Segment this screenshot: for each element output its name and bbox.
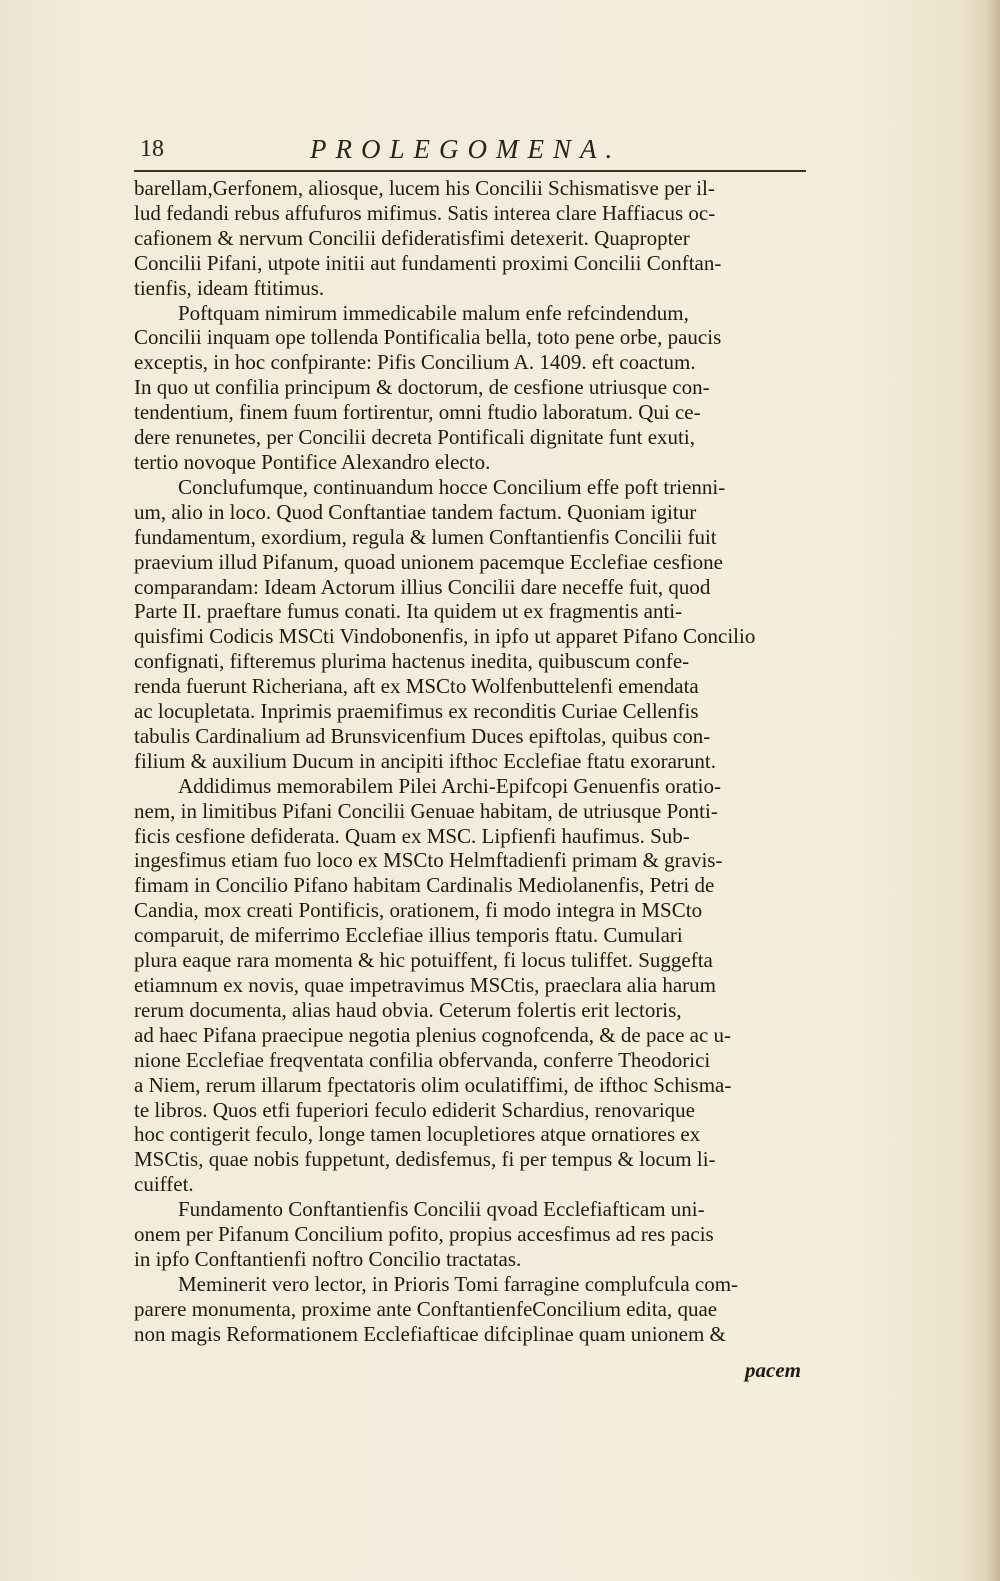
- text-line: MSCtis, quae nobis fuppetunt, dedisfemus, fi per tempus & locum li-: [134, 1147, 716, 1172]
- page-number: 18: [140, 136, 164, 162]
- text-line: fundamentum, exordium, regula & lumen Conftantienfis Concilii fuit: [134, 524, 717, 549]
- text-line: lud fedandi rebus affufuros mifimus. Satis interea clare Haffiacus oc-: [134, 200, 716, 225]
- text-line: rerum documenta, alias haud obvia. Ceterum folertis erit lectoris,: [134, 997, 682, 1022]
- text-line: tendentium, finem fuum fortirentur, omni ftudio laboratum. Qui ce-: [134, 400, 701, 425]
- text-line: cuiffet.: [134, 1172, 194, 1197]
- text-line: te libros. Quos etfi fuperiori feculo ediderit Schardius, renovarique: [134, 1097, 695, 1122]
- text-line: onem per Pifanum Concilium pofito, propius accesfimus ad res pacis: [134, 1222, 714, 1247]
- text-line: confignati, fifteremus plurima hactenus inedita, quibuscum confe-: [134, 649, 690, 674]
- text-line: um, alio in loco. Quod Conftantiae tandem factum. Quoniam igitur: [134, 499, 697, 524]
- text-line: fimam in Concilio Pifano habitam Cardinalis Mediolanenfis, Petri de: [134, 873, 715, 898]
- text-line: Addidimus memorabilem Pilei Archi-Epifcopi Genuenfis oratio-: [178, 773, 721, 798]
- text-line: Poftquam nimirum immedicabile malum enfe refcindendum,: [178, 300, 689, 325]
- running-title: PROLEGOMENA.: [310, 134, 622, 164]
- text-line: nem, in limitibus Pifani Concilii Genuae habitam, de utriusque Ponti-: [134, 798, 718, 823]
- text-line: filium & auxilium Ducum in ancipiti ifthoc Ecclefiae ftatu exorarunt.: [134, 748, 716, 773]
- text-line: in ipfo Conftantienfi noftro Concilio tractatas.: [134, 1246, 522, 1271]
- text-line: tienfis, ideam ftitimus.: [134, 275, 325, 300]
- body-text: [134, 176, 810, 1347]
- text-line: plura eaque rara momenta & hic potuiffent, fi locus tuliffet. Suggefta: [134, 948, 713, 973]
- text-line: nione Ecclefiae freqventata confilia obfervanda, conferre Theodorici: [134, 1047, 711, 1072]
- header-rule: [134, 170, 806, 172]
- text-line: Fundamento Conftantienfis Concilii qvoad Ecclefiafticam uni-: [178, 1197, 705, 1222]
- text-line: Parte II. praeftare fumus conati. Ita quidem ut ex fragmentis anti-: [134, 599, 683, 624]
- text-line: Concilii inquam ope tollenda Pontificalia bella, toto pene orbe, paucis: [134, 325, 722, 350]
- text-line: In quo ut confilia principum & doctorum, de cesfione utriusque con-: [134, 375, 710, 400]
- text-line: ad haec Pifana praecipue negotia plenius cognofcenda, & de pace ac u-: [134, 1022, 732, 1047]
- text-line: barellam,Gerfonem, aliosque, lucem his Concilii Schismatisve per il-: [134, 176, 715, 200]
- text-line: ac locupletata. Inprimis praemifimus ex reconditis Curiae Cellenfis: [134, 699, 699, 724]
- text-line: cafionem & nervum Concilii defideratisfimi detexerit. Quapropter: [134, 225, 690, 250]
- text-line: renda fuerunt Richeriana, aft ex MSCto Wolfenbuttelenfi emendata: [134, 674, 699, 699]
- text-line: a Niem, rerum illarum fpectatoris olim oculatiffimi, de ifthoc Schisma-: [134, 1072, 732, 1097]
- catchword: pacem: [745, 1358, 801, 1382]
- text-line: Meminerit vero lector, in Prioris Tomi farragine complufcula com-: [178, 1271, 739, 1296]
- page-edge-shadow: [986, 0, 1000, 1581]
- text-line: Conclufumque, continuandum hocce Concilium effe poft trienni-: [178, 474, 726, 499]
- text-line: etiamnum ex novis, quae impetravimus MSCtis, praeclara alia harum: [134, 973, 717, 997]
- text-line: exceptis, in hoc confpirante: Pifis Concilium A. 1409. eft coactum.: [134, 350, 696, 375]
- text-line: parere monumenta, proxime ante ConftantienfeConcilium edita, quae: [134, 1296, 718, 1321]
- text-line: comparuit, de miferrimo Ecclefiae illius temporis ftatu. Cumulari: [134, 923, 683, 948]
- text-line: tabulis Cardinalium ad Brunsvicenfium Duces epiftolas, quibus con-: [134, 723, 711, 748]
- text-line: ingesfimus etiam fuo loco ex MSCto Helmftadienfi primam & gravis-: [134, 848, 723, 873]
- text-line: tertio novoque Pontifice Alexandro electo.: [134, 449, 491, 474]
- text-line: ficis cesfione defiderata. Quam ex MSC. Lipfienfi haufimus. Sub-: [134, 823, 690, 848]
- text-line: praevium illud Pifanum, quoad unionem pacemque Ecclefiae cesfione: [134, 549, 723, 574]
- text-line: Concilii Pifani, utpote initii aut fundamenti proximi Concilii Conftan-: [134, 250, 722, 275]
- text-line: dere renunetes, per Concilii decreta Pontificali dignitate funt exuti,: [134, 425, 695, 450]
- text-line: comparandam: Ideam Actorum illius Concilii dare neceffe fuit, quod: [134, 574, 711, 599]
- text-line: hoc contigerit feculo, longe tamen locupletiores atque ornatiores ex: [134, 1122, 701, 1147]
- text-line: Candia, mox creati Pontificis, orationem, fi modo integra in MSCto: [134, 898, 703, 923]
- page-header: [134, 128, 806, 168]
- text-line: quisfimi Codicis MSCti Vindobonenfis, in ipfo ut apparet Pifano Concilio: [134, 624, 756, 649]
- text-line: non magis Reformationem Ecclefiafticae difciplinae quam unionem &: [134, 1321, 726, 1346]
